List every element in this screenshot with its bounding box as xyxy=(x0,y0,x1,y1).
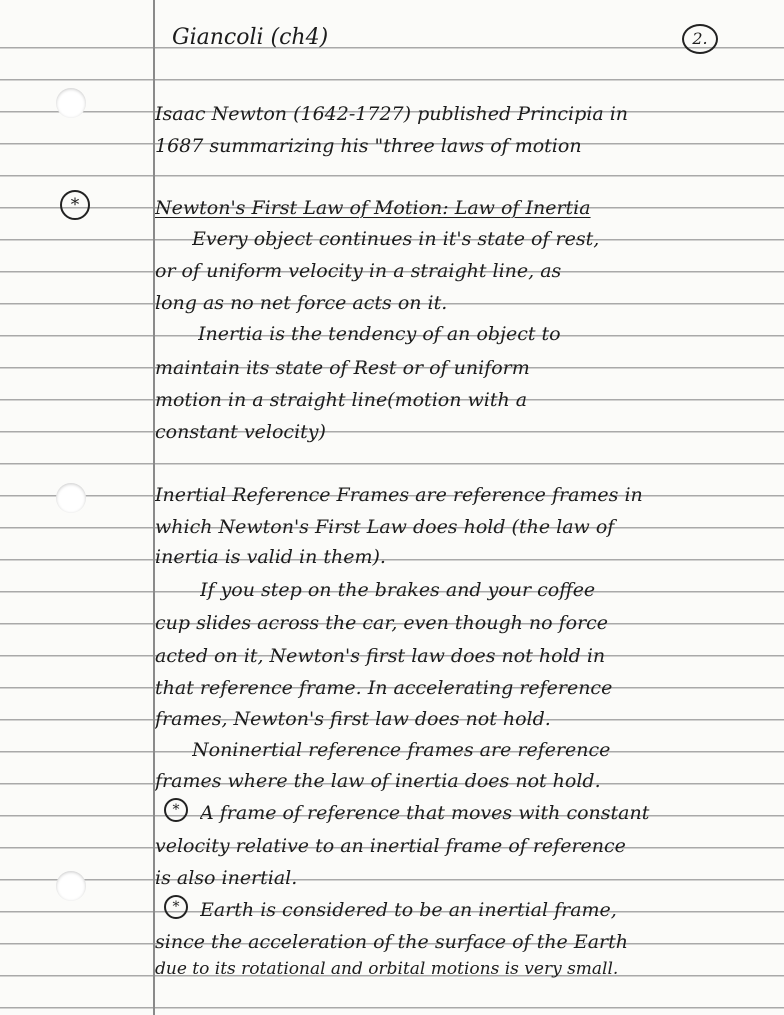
note-line-21: A frame of reference that moves with constant xyxy=(200,802,650,824)
note-line-10: constant velocity) xyxy=(155,421,326,443)
note-line-12: which Newton's First Law does hold (the law of xyxy=(155,516,615,538)
note-line-18: frames, Newton's first law does not hold. xyxy=(155,708,551,730)
note-line-16: acted on it, Newton's first law does not hold in xyxy=(155,645,606,667)
note-line-20: frames where the law of inertia does not hold. xyxy=(155,770,601,792)
punch-hole-middle xyxy=(56,483,86,513)
note-line-9: motion in a straight line(motion with a xyxy=(155,389,528,411)
inline-asterisk-mark-2: * xyxy=(164,895,188,919)
note-line-5: or of uniform velocity in a straight line, as xyxy=(155,260,562,282)
page-number: 2. xyxy=(682,24,718,54)
section-heading-inertial-frames: Inertial Reference Frames are reference frames in xyxy=(155,484,643,506)
page-title: Giancoli (ch4) xyxy=(172,26,329,50)
note-line-14: If you step on the brakes and your coffee xyxy=(200,579,596,601)
note-line-1: Isaac Newton (1642-1727) published Principia in xyxy=(155,103,629,125)
note-line-8: maintain its state of Rest or of uniform xyxy=(155,357,530,379)
margin-asterisk-mark: * xyxy=(60,190,90,220)
note-line-24: Earth is considered to be an inertial frame, xyxy=(200,899,617,921)
note-line-6: long as no net force acts on it. xyxy=(155,292,448,314)
section-heading-noninertial-frames: Noninertial reference frames are reference xyxy=(192,739,611,761)
note-line-22: velocity relative to an inertial frame of reference xyxy=(155,835,626,857)
section-heading-first-law: Newton's First Law of Motion: Law of Inertia xyxy=(155,197,591,219)
note-line-13: inertia is valid in them). xyxy=(155,546,386,568)
inline-asterisk-mark-1: * xyxy=(164,798,188,822)
punch-hole-top xyxy=(56,88,86,118)
note-line-4: Every object continues in it's state of rest, xyxy=(192,228,600,250)
punch-hole-bottom xyxy=(56,871,86,901)
note-line-17: that reference frame. In accelerating reference xyxy=(155,677,613,699)
note-line-7: Inertia is the tendency of an object to xyxy=(198,323,561,345)
note-line-2: 1687 summarizing his "three laws of motion xyxy=(155,135,582,157)
note-line-23: is also inertial. xyxy=(155,867,298,889)
note-line-26: due to its rotational and orbital motions is very small. xyxy=(155,959,619,979)
note-line-15: cup slides across the car, even though no force xyxy=(155,612,609,634)
note-line-25: since the acceleration of the surface of the Earth xyxy=(155,931,628,953)
